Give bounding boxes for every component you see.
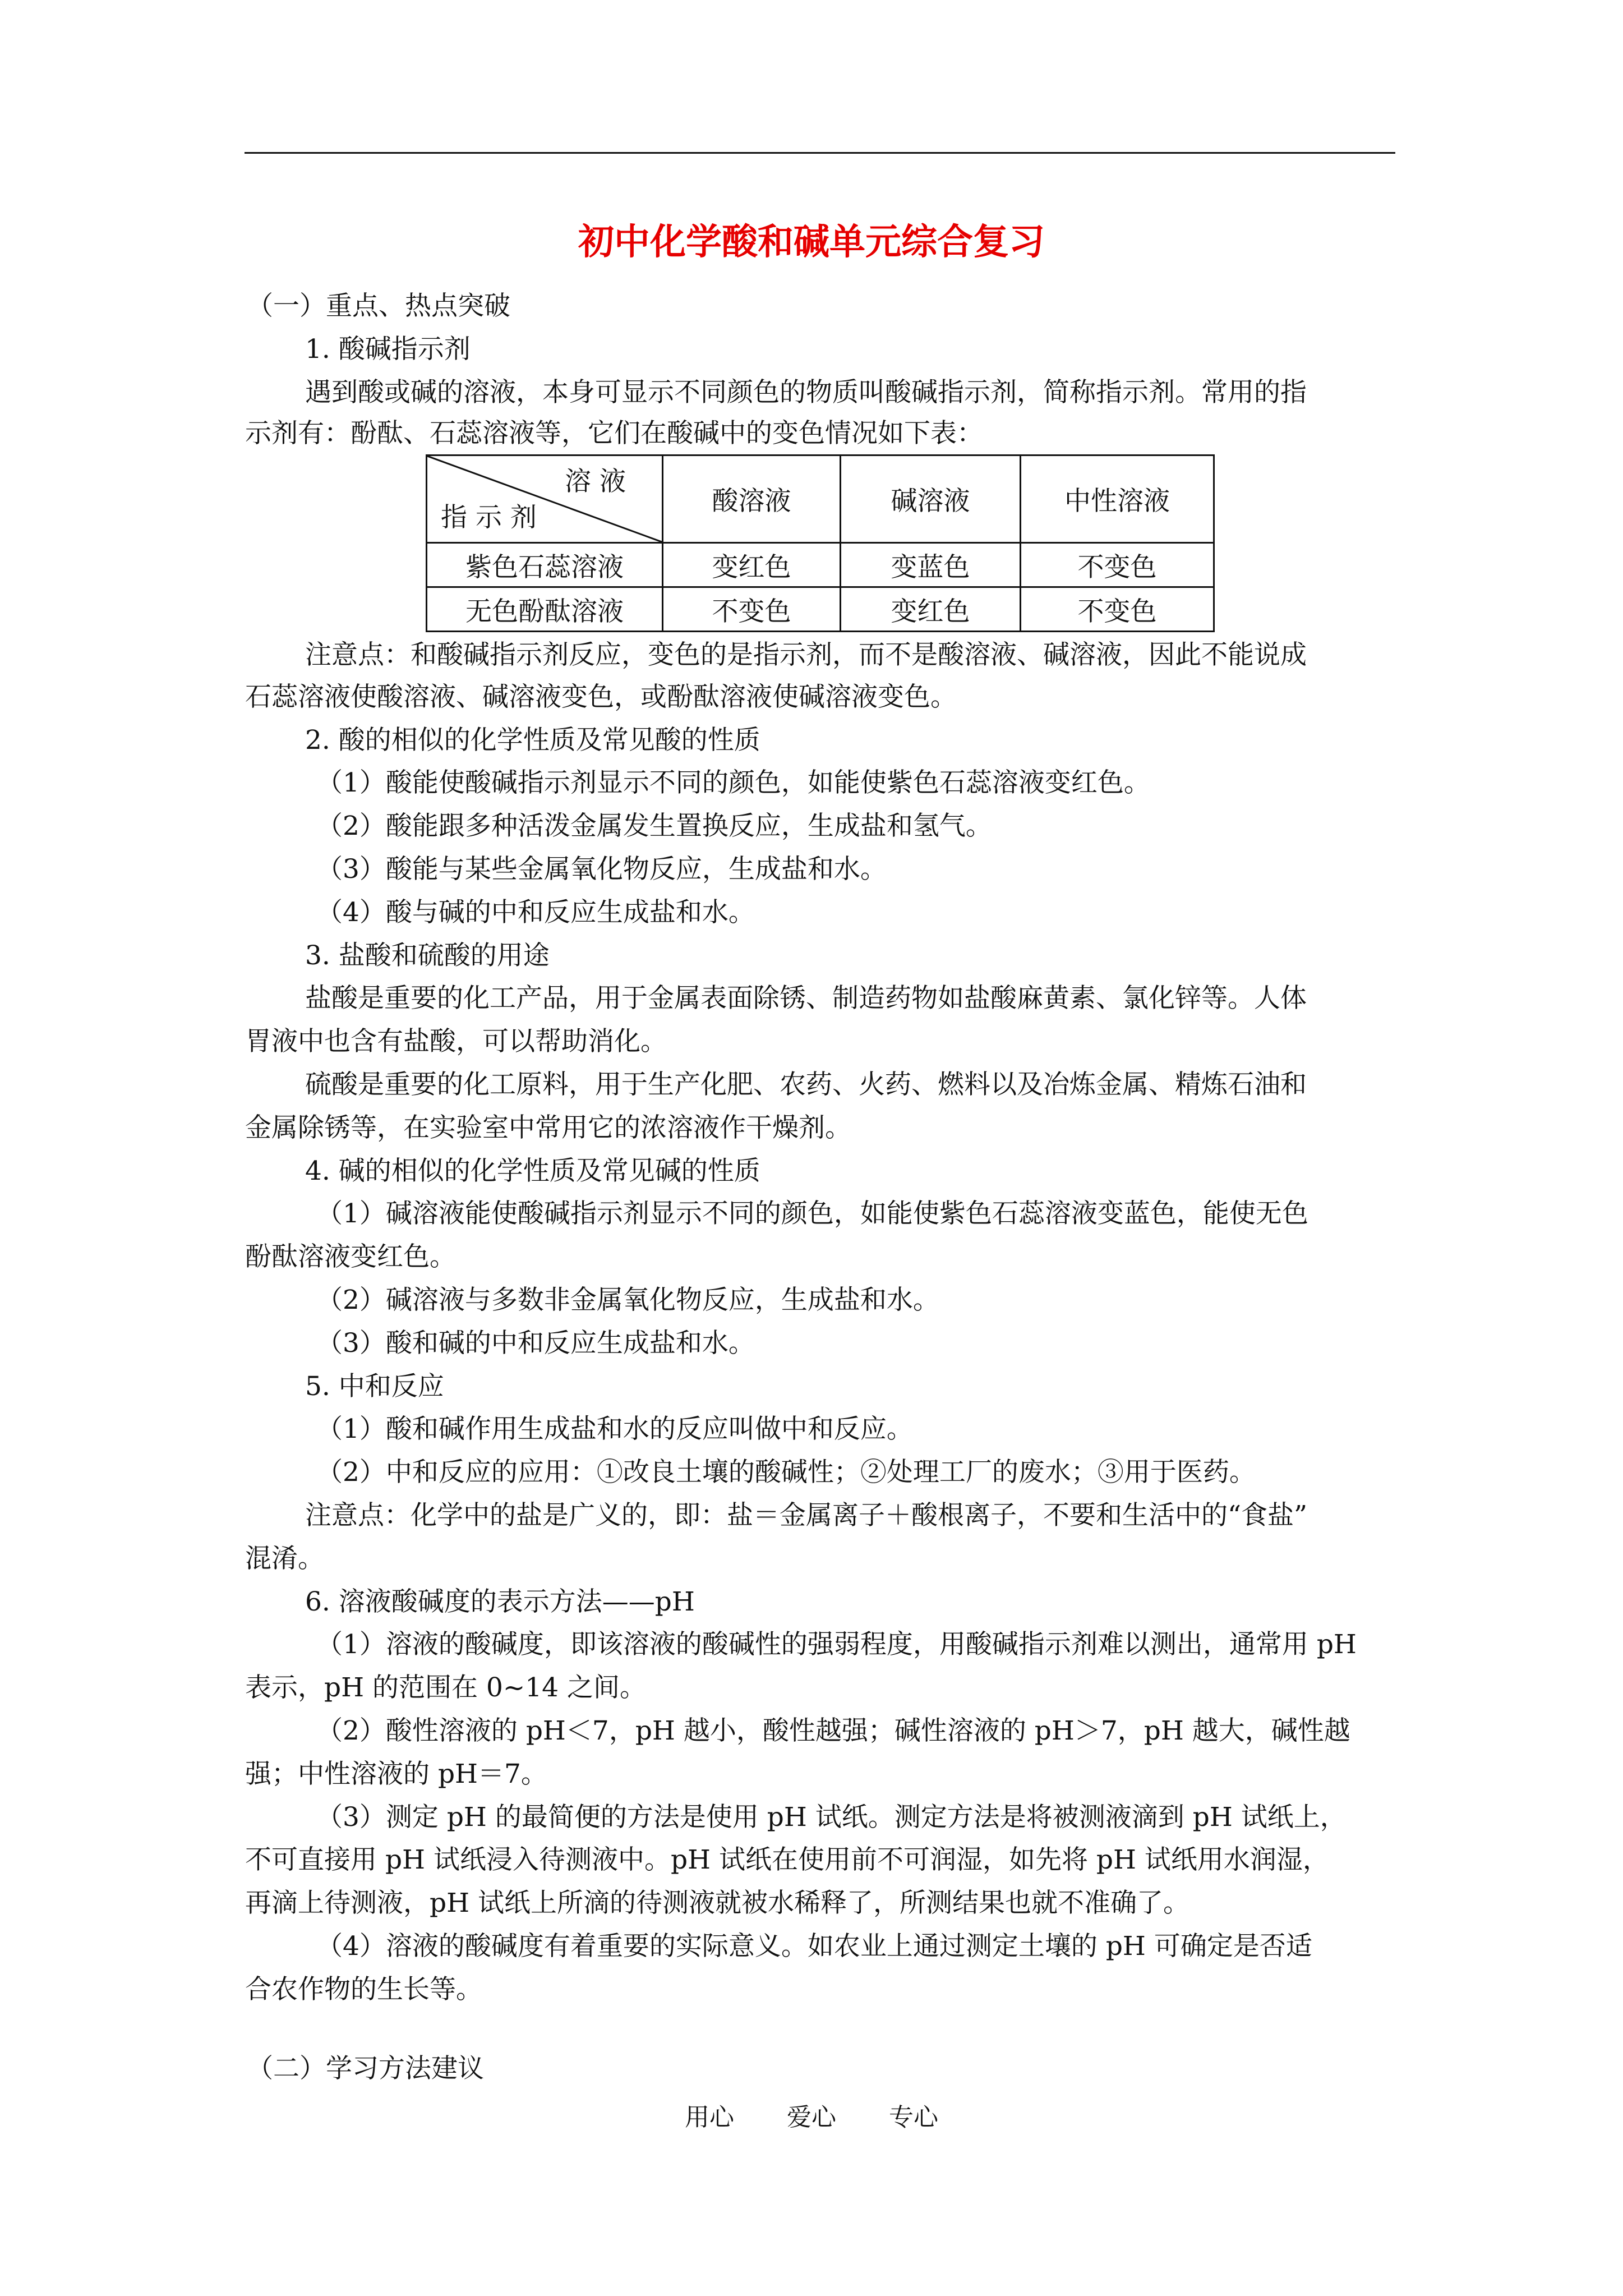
list-item: （1）酸和碱作用生成盐和水的反应叫做中和反应。 [316, 1414, 913, 1444]
list-item: （1）溶液的酸碱度，即该溶液的酸碱性的强弱程度，用酸碱指示剂难以测出，通常用 pH [316, 1629, 1357, 1660]
list-item: （3）测定 pH 的最简便的方法是使用 pH 试纸。测定方法是将被测液滴到 pH 试纸上， [316, 1802, 1347, 1833]
footer-text: 爱心 [787, 2103, 836, 2132]
subheading-indicators: 1. 酸碱指示剂 [305, 334, 471, 365]
table-row-label: 无色酚酞溶液 [427, 587, 663, 632]
indicator-color-table [426, 454, 1215, 632]
footer-text: 用心 [685, 2103, 734, 2132]
note-line: 石蕊溶液使酸溶液、碱溶液变色，或酚酞溶液使碱溶液变色。 [245, 682, 957, 712]
subheading-neutralization: 5. 中和反应 [305, 1371, 444, 1402]
paragraph-line: 硫酸是重要的化工原料，用于生产化肥、农药、火药、燃料以及冶炼金属、精炼石油和 [305, 1069, 1307, 1100]
list-item: （2）酸性溶液的 pH＜7，pH 越小，酸性越强；碱性溶液的 pH＞7，pH 越大，碱性越 [316, 1715, 1350, 1746]
corner-label-indicator: 指 示 剂 [441, 502, 537, 533]
section-heading-1: （一）重点、热点突破 [247, 291, 510, 321]
table-cell: 变蓝色 [841, 543, 1021, 587]
list-item-continuation: 表示，pH 的范围在 0~14 之间。 [245, 1672, 646, 1703]
paragraph-line: 胃液中也含有盐酸，可以帮助消化。 [245, 1026, 667, 1057]
table-corner-cell [427, 455, 663, 543]
header-rule [245, 152, 1395, 154]
list-item: （2）酸能跟多种活泼金属发生置换反应，生成盐和氢气。 [316, 811, 992, 841]
list-item: （1）酸能使酸碱指示剂显示不同的颜色，如能使紫色石蕊溶液变红色。 [316, 767, 1150, 798]
table-cell: 变红色 [841, 587, 1021, 632]
list-item: （3）酸能与某些金属氧化物反应，生成盐和水。 [316, 854, 887, 885]
list-item: （1）碱溶液能使酸碱指示剂显示不同的颜色，如能使紫色石蕊溶液变蓝色，能使无色 [316, 1198, 1308, 1229]
note-line: 混淆。 [245, 1543, 324, 1574]
subheading-acid-uses: 3. 盐酸和硫酸的用途 [305, 940, 550, 971]
note-line: 注意点：和酸碱指示剂反应，变色的是指示剂，而不是酸溶液、碱溶液，因此不能说成 [305, 639, 1307, 670]
subheading-base-properties: 4. 碱的相似的化学性质及常见碱的性质 [305, 1156, 760, 1186]
list-item-continuation: 不可直接用 pH 试纸浸入待测液中。pH 试纸在使用前不可润湿，如先将 pH 试纸用水润湿， [245, 1844, 1329, 1875]
list-item-continuation: 再滴上待测液，pH 试纸上所滴的待测液就被水稀释了，所测结果也就不准确了。 [245, 1888, 1190, 1918]
note-line: 注意点：化学中的盐是广义的，即：盐＝金属离子＋酸根离子，不要和生活中的“食盐” [305, 1500, 1308, 1531]
subheading-acid-properties: 2. 酸的相似的化学性质及常见酸的性质 [305, 725, 760, 756]
page-footer [0, 2101, 1623, 2134]
list-item: （3）酸和碱的中和反应生成盐和水。 [316, 1328, 755, 1359]
paragraph-line: 示剂有：酚酞、石蕊溶液等，它们在酸碱中的变色情况如下表： [245, 418, 983, 449]
table-header-row [427, 455, 1214, 543]
table-cell: 变红色 [663, 543, 841, 587]
table-row-label: 紫色石蕊溶液 [427, 543, 663, 587]
paragraph-line: 金属除锈等，在实验室中常用它的浓溶液作干燥剂。 [245, 1112, 851, 1143]
table-cell: 不变色 [1021, 543, 1214, 587]
table-row [427, 587, 1214, 632]
corner-label-solution: 溶 液 [565, 466, 626, 497]
footer-text: 专心 [889, 2103, 938, 2132]
list-item-continuation: 酚酞溶液变红色。 [245, 1241, 456, 1272]
table-cell: 不变色 [1021, 587, 1214, 632]
paragraph-line: 盐酸是重要的化工产品，用于金属表面除锈、制造药物如盐酸麻黄素、氯化锌等。人体 [305, 983, 1307, 1014]
list-item: （2）中和反应的应用：①改良土壤的酸碱性；②处理工厂的废水；③用于医药。 [316, 1457, 1256, 1488]
section-heading-2: （二）学习方法建议 [247, 2053, 484, 2084]
paragraph-line: 遇到酸或碱的溶液，本身可显示不同颜色的物质叫酸碱指示剂，简称指示剂。常用的指 [305, 377, 1307, 408]
table-row [427, 543, 1214, 587]
page-title: 初中化学酸和碱单元综合复习 [578, 221, 1045, 263]
table-cell: 不变色 [663, 587, 841, 632]
list-item-continuation: 合农作物的生长等。 [245, 1974, 482, 2005]
table-header-cell: 碱溶液 [841, 455, 1021, 543]
subheading-ph: 6. 溶液酸碱度的表示方法——pH [305, 1586, 695, 1617]
list-item: （2）碱溶液与多数非金属氧化物反应，生成盐和水。 [316, 1285, 939, 1315]
list-item-continuation: 强；中性溶液的 pH＝7。 [245, 1759, 547, 1789]
table-header-cell: 酸溶液 [663, 455, 841, 543]
table-header-cell: 中性溶液 [1021, 455, 1214, 543]
list-item: （4）溶液的酸碱度有着重要的实际意义。如农业上通过测定土壤的 pH 可确定是否适 [316, 1931, 1312, 1962]
list-item: （4）酸与碱的中和反应生成盐和水。 [316, 897, 755, 928]
